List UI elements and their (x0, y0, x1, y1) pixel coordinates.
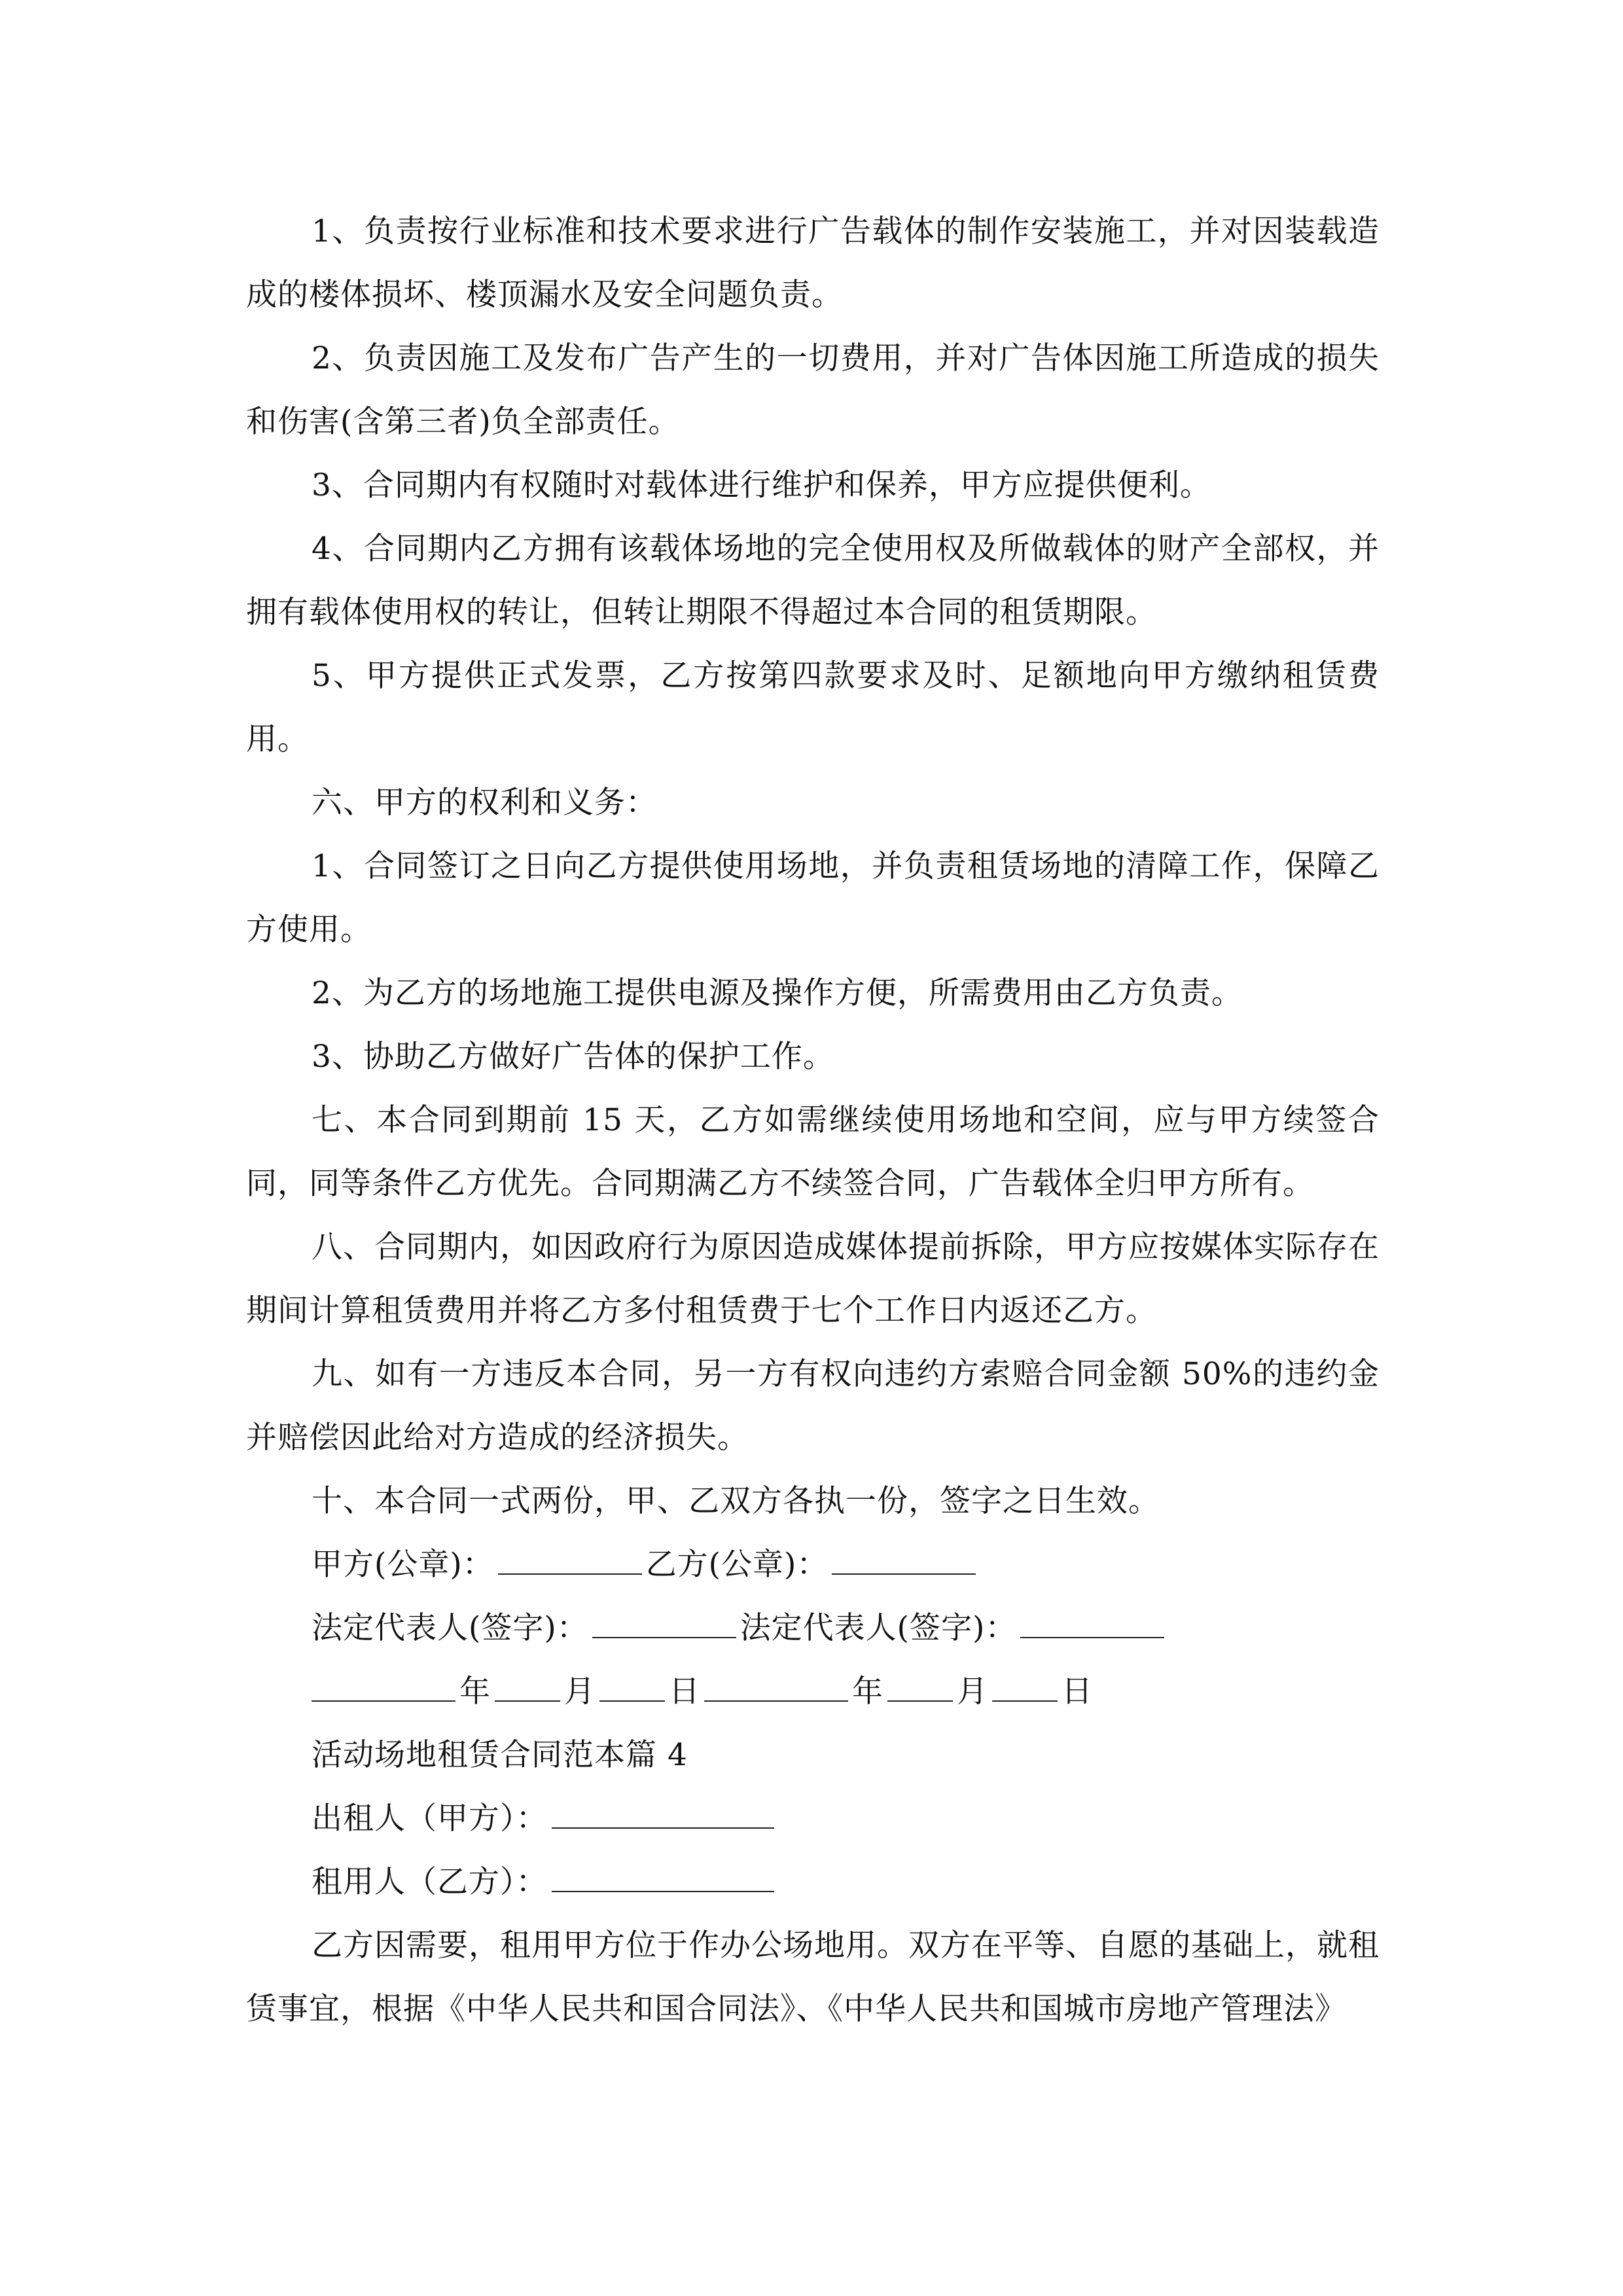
date-a-day-label: 日 (669, 1674, 700, 1710)
party-a-seal-label: 甲方(公章)： (312, 1547, 494, 1583)
clause-a3: 3、协助乙方做好广告体的保护工作。 (312, 1039, 834, 1075)
clause-ten: 十、本合同一式两份，甲、乙双方各执一份，签字之日生效。 (312, 1483, 1160, 1519)
rep-a-blank (592, 1609, 736, 1638)
clause-b5: 5、甲方提供正式发票，乙方按第四款要求及时、足额地向甲方缴纳租赁费用。 (246, 658, 1380, 757)
date-b-month-label: 月 (957, 1674, 988, 1710)
lessor-label: 出租人（甲方）： (312, 1801, 548, 1837)
date-a-year-label: 年 (459, 1674, 491, 1710)
rep-a-label: 法定代表人(签字)： (312, 1610, 588, 1646)
clause-b1: 1、负责按行业标准和技术要求进行广告载体的制作安装施工，并对因装载造成的楼体损坏、楼顶漏水及安全问题负责。 (246, 213, 1380, 313)
rep-b-label: 法定代表人(签字)： (740, 1610, 1017, 1646)
date-a-month-blank (495, 1673, 560, 1702)
date-b-day-label: 日 (1061, 1674, 1093, 1710)
date-a-day-blank (599, 1673, 665, 1702)
date-b-day-blank (992, 1673, 1058, 1702)
intro-paragraph: 乙方因需要，租用甲方位于作办公场地用。双方在平等、自愿的基础上，就租赁事宜，根据《中华人民共和国合同法》、《中华人民共和国城市房地产管理法》 (246, 1928, 1380, 2027)
clause-eight: 八、合同期内，如因政府行为原因造成媒体提前拆除，甲方应按媒体实际存在期间计算租赁费用并将乙方多付租赁费于七个工作日内返还乙方。 (246, 1229, 1380, 1329)
clause-seven: 七、本合同到期前 15 天，乙方如需继续使用场地和空间，应与甲方续签合同，同等条件乙方优先。合同期满乙方不续签合同，广告载体全归甲方所有。 (246, 1102, 1380, 1202)
clause-b4: 4、合同期内乙方拥有该载体场地的完全使用权及所做载体的财产全部权，并拥有载体使用权的转让，但转让期限不得超过本合同的租赁期限。 (246, 531, 1380, 630)
representative-line (246, 1596, 1380, 1660)
lessor-line (246, 1787, 1380, 1850)
clause-b3: 3、合同期内有权随时对载体进行维护和保养，甲方应提供便利。 (312, 467, 1211, 503)
party-a-seal-blank (498, 1546, 642, 1575)
clause-a1: 1、合同签订之日向乙方提供使用场地，并负责租赁场地的清障工作，保障乙方使用。 (246, 848, 1380, 948)
date-a-month-label: 月 (564, 1674, 596, 1710)
date-a-year-blank (312, 1673, 455, 1702)
date-b-month-blank (887, 1673, 953, 1702)
date-line (246, 1660, 1380, 1723)
lessor-blank (552, 1800, 774, 1829)
date-b-year-label: 年 (852, 1674, 883, 1710)
lessee-line (246, 1850, 1380, 1914)
rep-b-blank (1020, 1609, 1164, 1638)
clause-b2: 2、负责因施工及发布广告产生的一切费用，并对广告体因施工所造成的损失和伤害(含第三者)负全部责任。 (246, 340, 1380, 440)
lessee-blank (552, 1863, 774, 1892)
party-b-seal-blank (832, 1546, 976, 1575)
document-body (246, 200, 1380, 2041)
date-b-year-blank (704, 1673, 848, 1702)
section-title: 活动场地租赁合同范本篇 4 (312, 1737, 688, 1773)
clause-nine: 九、如有一方违反本合同，另一方有权向违约方索赔合同金额 50%的违约金并赔偿因此给对方造成的经济损失。 (246, 1356, 1380, 1456)
party-b-seal-label: 乙方(公章)： (645, 1547, 829, 1583)
section-heading-six: 六、甲方的权利和义务： (312, 785, 657, 821)
seal-line (246, 1533, 1380, 1596)
clause-a2: 2、为乙方的场地施工提供电源及操作方便，所需费用由乙方负责。 (312, 975, 1243, 1011)
lessee-label: 租用人（乙方）： (312, 1864, 548, 1900)
